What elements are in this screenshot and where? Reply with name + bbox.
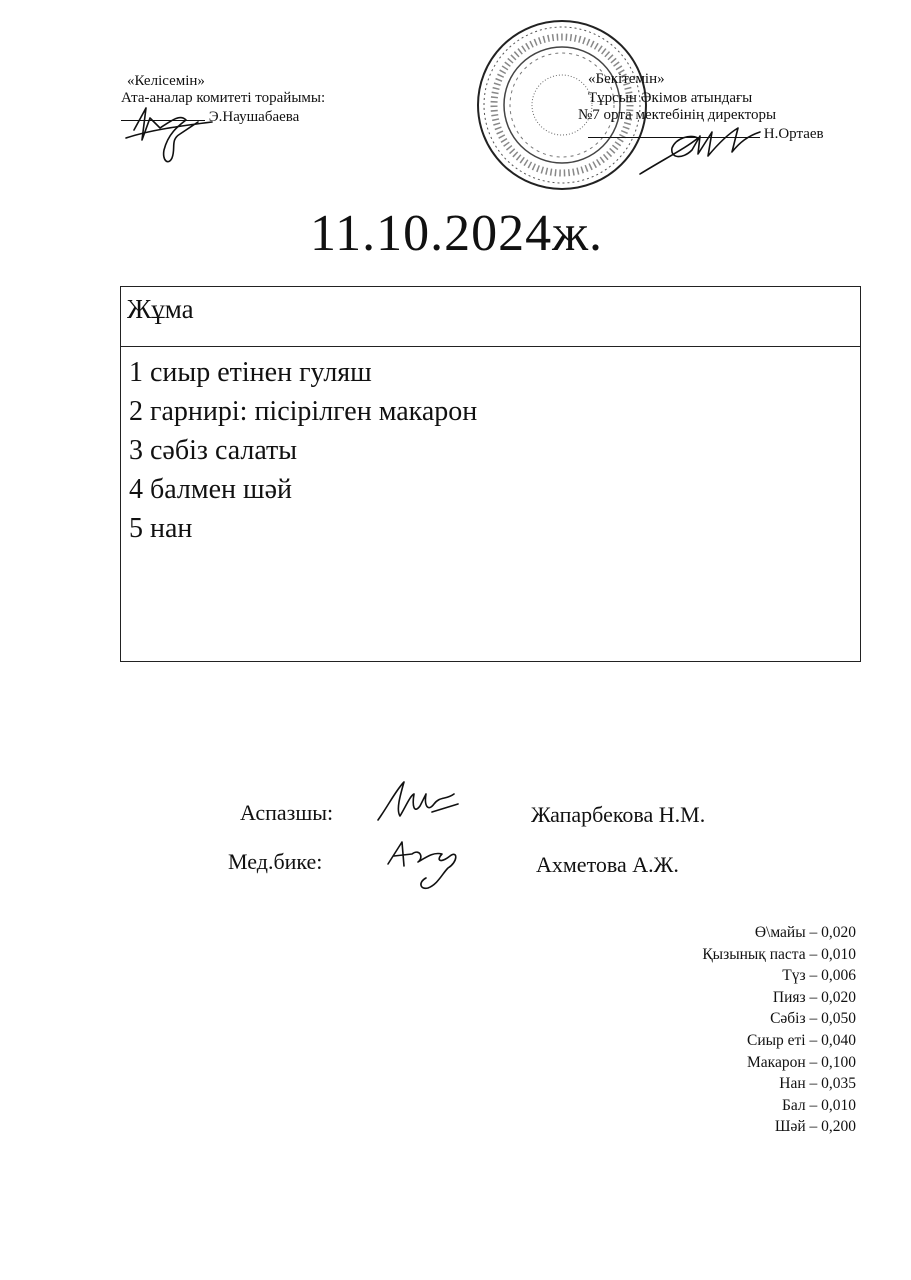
menu-item: 4 балмен шәй	[129, 474, 292, 505]
approval-right-role-line1: Тұрсын Әкімов атындағы	[588, 90, 753, 106]
ingredient-item: Бал – 0,010	[781, 1096, 856, 1114]
cook-label: Аспазшы:	[240, 800, 334, 825]
ingredient-item: Сәбіз – 0,050	[770, 1010, 856, 1028]
ingredient-item: Пияз – 0,020	[772, 988, 856, 1006]
signature-left	[120, 100, 220, 170]
approval-right-name: Н.Ортаев	[763, 126, 824, 142]
menu-day-header: Жұма	[121, 287, 860, 347]
ingredient-item: Макарон – 0,100	[746, 1053, 856, 1071]
nurse-name: Ахметова А.Ж.	[536, 852, 679, 877]
menu-item: 1 сиыр етінен гуляш	[129, 357, 372, 388]
signature-right	[636, 118, 766, 178]
menu-item: 3 сәбіз салаты	[129, 435, 298, 466]
ingredient-item: Сиыр еті – 0,040	[746, 1031, 856, 1049]
ingredient-item: Нан – 0,035	[779, 1075, 856, 1093]
approval-right-role-line2: №7 орта мектебінің директоры	[578, 107, 777, 123]
ingredients-list	[702, 922, 856, 1138]
ingredient-item: Шәй – 0,200	[774, 1118, 856, 1136]
menu-table	[120, 286, 861, 662]
page-title: 11.10.2024ж.	[310, 205, 603, 262]
ingredient-item: Қызынық паста – 0,010	[702, 945, 856, 963]
menu-item: 5 нан	[129, 513, 193, 544]
approval-left-role: Ата-аналар комитеті торайымы:	[121, 90, 326, 106]
ingredient-item: Түз – 0,006	[782, 967, 856, 985]
cook-name: Жапарбекова Н.М.	[531, 802, 706, 827]
approval-right-heading: «Бекітемін»	[588, 71, 665, 87]
approval-left-name: Э.Наушабаева	[208, 109, 300, 125]
nurse-label: Мед.бике:	[228, 849, 323, 874]
nurse-signature	[384, 834, 468, 894]
menu-item: 2 гарнирі: пісірілген макарон	[129, 396, 478, 427]
menu-list	[129, 353, 477, 548]
cook-signature	[374, 776, 464, 826]
ingredient-item: Ө\майы – 0,020	[754, 924, 856, 941]
approval-left-heading: «Келісемін»	[127, 73, 205, 89]
